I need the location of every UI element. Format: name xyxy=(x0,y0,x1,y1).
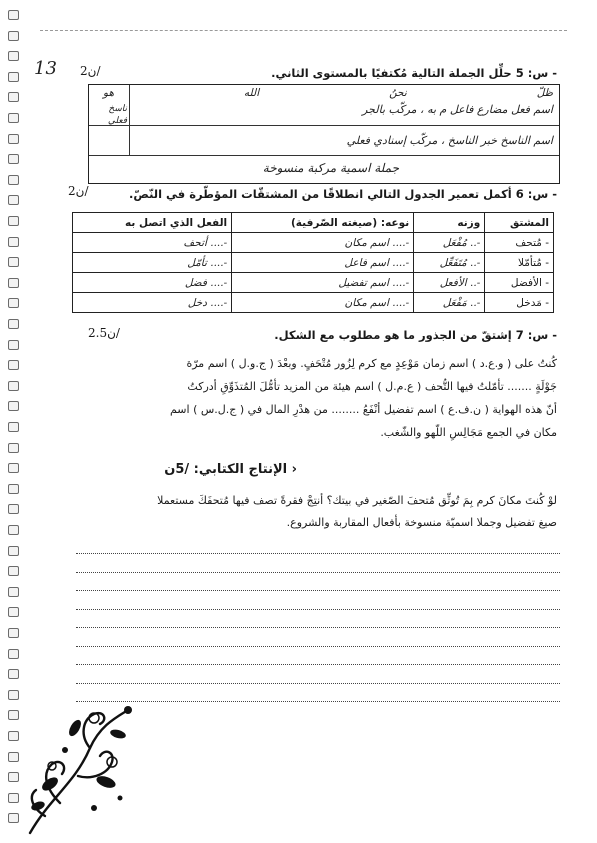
header-type: نوعه: (صيغته الصّرفية) xyxy=(232,213,414,233)
spiral-ring xyxy=(8,813,19,823)
writing-prompt-line-1: لوْ كُنتَ مكانَ كرم بِمَ تُوثِّق مُتحفَ الصّغير في بيتك؟ أنتِجْ فقرةً تصف فيها مُتحفَكَ مستعملا xyxy=(157,494,557,507)
q5-row-1-left: ناسخ فعلي xyxy=(107,104,127,126)
spiral-ring xyxy=(8,360,19,370)
cell: - مُتحف xyxy=(485,233,554,253)
q6-title: - س: 6 أكمل تعمير الجدول التالي انطلاقًا من المشتقّات المؤطّرة في النّصّ. xyxy=(129,187,557,201)
q7-line-2: جَوْلَةٍ ....... تأمّلتُ فيها التُّحف ( ع.م.ل ) اسم هيئة من المزيد تأمُّلَ المُتذَوِّقِ أدركتُ xyxy=(187,380,557,393)
table-row xyxy=(73,293,554,313)
q5-row-1: اسم فعل مضارع فاعل م به ، مركّب بالجر xyxy=(362,103,553,116)
cell: -.... أتحف xyxy=(73,233,232,253)
cell: -.... اسم مكان xyxy=(232,293,414,313)
spiral-ring xyxy=(8,443,19,453)
writing-title xyxy=(164,462,297,477)
q7-title: - س: 7 إشتقّ من الجذور ما هو مطلوب مع الشكل. xyxy=(274,328,557,342)
top-divider xyxy=(40,30,567,31)
answer-line xyxy=(76,646,560,647)
q7-line-4: مكان في الجمع مَجَالِسِ اللّهو والشّغب. xyxy=(380,426,557,439)
q5-analysis-box xyxy=(88,84,560,184)
q6-header-row xyxy=(73,213,554,233)
spiral-ring xyxy=(8,298,19,308)
cell: -.. مُتَفَعِّل xyxy=(414,253,485,273)
spiral-ring xyxy=(8,772,19,782)
spiral-ring xyxy=(8,113,19,123)
cell: -.... اسم فاعل xyxy=(232,253,414,273)
spiral-ring xyxy=(8,237,19,247)
floral-flourish-icon xyxy=(20,688,140,838)
table-row xyxy=(73,273,554,293)
spiral-ring xyxy=(8,566,19,576)
cell: -.... اسم تفضيل xyxy=(232,273,414,293)
page-number: 13 xyxy=(34,58,57,79)
spiral-ring xyxy=(8,195,19,205)
spiral-ring xyxy=(8,92,19,102)
cell: - الأفضل xyxy=(485,273,554,293)
q5-mark: 2ن/ xyxy=(80,64,101,78)
writing-prompt-line-2: صيغ تفضيل وجملا اسميّة منسوخة بأفعال المقاربة والشروع. xyxy=(286,516,557,529)
spiral-ring xyxy=(8,607,19,617)
spiral-ring xyxy=(8,710,19,720)
spiral-ring xyxy=(8,669,19,679)
spiral-ring xyxy=(8,525,19,535)
header-pattern: وزنه xyxy=(414,213,485,233)
spiral-ring xyxy=(8,51,19,61)
q5-words xyxy=(103,87,553,99)
spiral-ring xyxy=(8,401,19,411)
spiral-ring xyxy=(8,628,19,638)
spiral-ring xyxy=(8,175,19,185)
cell: -.. مُفْعَل xyxy=(414,233,485,253)
spiral-ring xyxy=(8,72,19,82)
q7-paragraph xyxy=(57,352,557,444)
spiral-ring xyxy=(8,154,19,164)
table-row xyxy=(73,233,554,253)
q5-row-3: جملة اسمية مركبة منسوخة xyxy=(262,161,399,175)
header-derivative: المشتق xyxy=(485,213,554,233)
spiral-ring xyxy=(8,793,19,803)
spiral-ring xyxy=(8,752,19,762)
spiral-ring xyxy=(8,546,19,556)
cell: -.... اسم مكان xyxy=(232,233,414,253)
spiral-ring xyxy=(8,10,19,20)
spiral-ring xyxy=(8,216,19,226)
writing-title-text: الإنتاج الكتابي: /5ن xyxy=(164,462,288,477)
cell: -.... فضل xyxy=(73,273,232,293)
spiral-ring xyxy=(8,31,19,41)
answer-line xyxy=(76,627,560,628)
q5-title: - س: 5 حلِّل الجملة التالية مُكتفيًا بالمستوى الثاني. xyxy=(271,66,557,80)
q7-line-3: أنّ هذه الهواية ( ن.ف.ع ) اسم تفضيل أنْفَعُ ........ من هدْرِ المال في ( ج.ل.س ) اسم xyxy=(169,403,557,416)
spiral-ring xyxy=(8,257,19,267)
spiral-ring xyxy=(8,484,19,494)
answer-line xyxy=(76,572,560,573)
q5-word-3: الله xyxy=(243,87,260,99)
answer-line xyxy=(76,683,560,684)
q5-word-1: ظلّ xyxy=(536,87,553,99)
q5-row-2: اسم الناسخ خبر الناسخ ، مركّب إسنادي فعلي xyxy=(346,134,553,147)
spiral-ring xyxy=(8,463,19,473)
cell: -.... دخل xyxy=(73,293,232,313)
cell: -.. الأفعل xyxy=(414,273,485,293)
spiral-ring xyxy=(8,381,19,391)
writing-prompt xyxy=(57,490,557,534)
q5-word-2: نحنُ xyxy=(389,87,407,99)
spiral-ring xyxy=(8,690,19,700)
cell: - مَدخل xyxy=(485,293,554,313)
spiral-ring xyxy=(8,504,19,514)
answer-line xyxy=(76,701,560,702)
spiral-ring xyxy=(8,278,19,288)
answer-line xyxy=(76,664,560,665)
answer-line xyxy=(76,553,560,554)
answer-line xyxy=(76,609,560,610)
q7-line-1: كُنتُ على ( و.ع.د ) اسم زمان مَوْعِدٍ مع كرم لِزُور مُتْحَفٍ. وبعْدَ ( ج.و.ل ) اسم مرّة xyxy=(186,357,557,370)
spiral-ring xyxy=(8,340,19,350)
q7-mark: 2.5ن/ xyxy=(88,326,120,340)
header-verb: الفعل الذي اتصل به xyxy=(73,213,232,233)
spiral-ring xyxy=(8,134,19,144)
cell: -.... تأمّل xyxy=(73,253,232,273)
spiral-ring xyxy=(8,422,19,432)
writing-arrow-icon: ‹ xyxy=(291,462,297,477)
spiral-ring xyxy=(8,319,19,329)
q5-word-4: هو xyxy=(103,87,114,99)
spiral-ring xyxy=(8,731,19,741)
q6-mark: 2ن/ xyxy=(68,184,89,198)
cell: - مُتأمّلا xyxy=(485,253,554,273)
spiral-ring xyxy=(8,649,19,659)
q6-table xyxy=(72,212,554,313)
table-row xyxy=(73,253,554,273)
cell: -.. مَفْعَل xyxy=(414,293,485,313)
spiral-ring xyxy=(8,587,19,597)
answer-line xyxy=(76,590,560,591)
